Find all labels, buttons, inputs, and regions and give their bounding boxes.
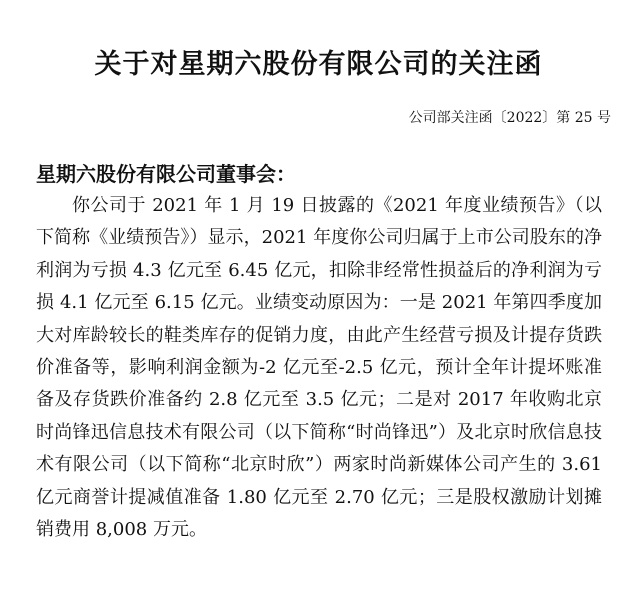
document-reference-number: 公司部关注函〔2022〕第 25 号	[408, 110, 611, 126]
addressee: 星期六股份有限公司董事会：	[36, 162, 296, 186]
body-paragraph: 你公司于 2021 年 1 月 19 日披露的《2021 年度业绩预告》（以下简称《业绩预告》）显示，2021 年度你公司归属于上市公司股东的净利润为亏损 4.3 亿元至 6.45 亿元，扣除非经常性损益后的净利润为亏损 4.1 亿元至 6.15 亿元。业绩变动原因为：一是 2021 年第四季度加大对库龄较长的鞋类库存的促销力度，由此产生经营亏损及计提存货跌价准备等，影响利润金额为-2 亿元至-2.5 亿元，预计全年计提坏账准备及存货跌价准备约 2.8 亿元至 3.5 亿元；二是对 2017 年收购北京时尚锋迅信息技术有限公司（以下简称“时尚锋迅”）及北京时欣信息技术有限公司（以下简称“北京时欣”）两家时尚新媒体公司产生的 3.61 亿元商誉计提减值准备 1.80 亿元至 2.70 亿元；三是股权激励计划摊销费用 8,008 万元。	[36, 195, 602, 541]
document-title: 关于对星期六股份有限公司的关注函	[94, 49, 543, 80]
